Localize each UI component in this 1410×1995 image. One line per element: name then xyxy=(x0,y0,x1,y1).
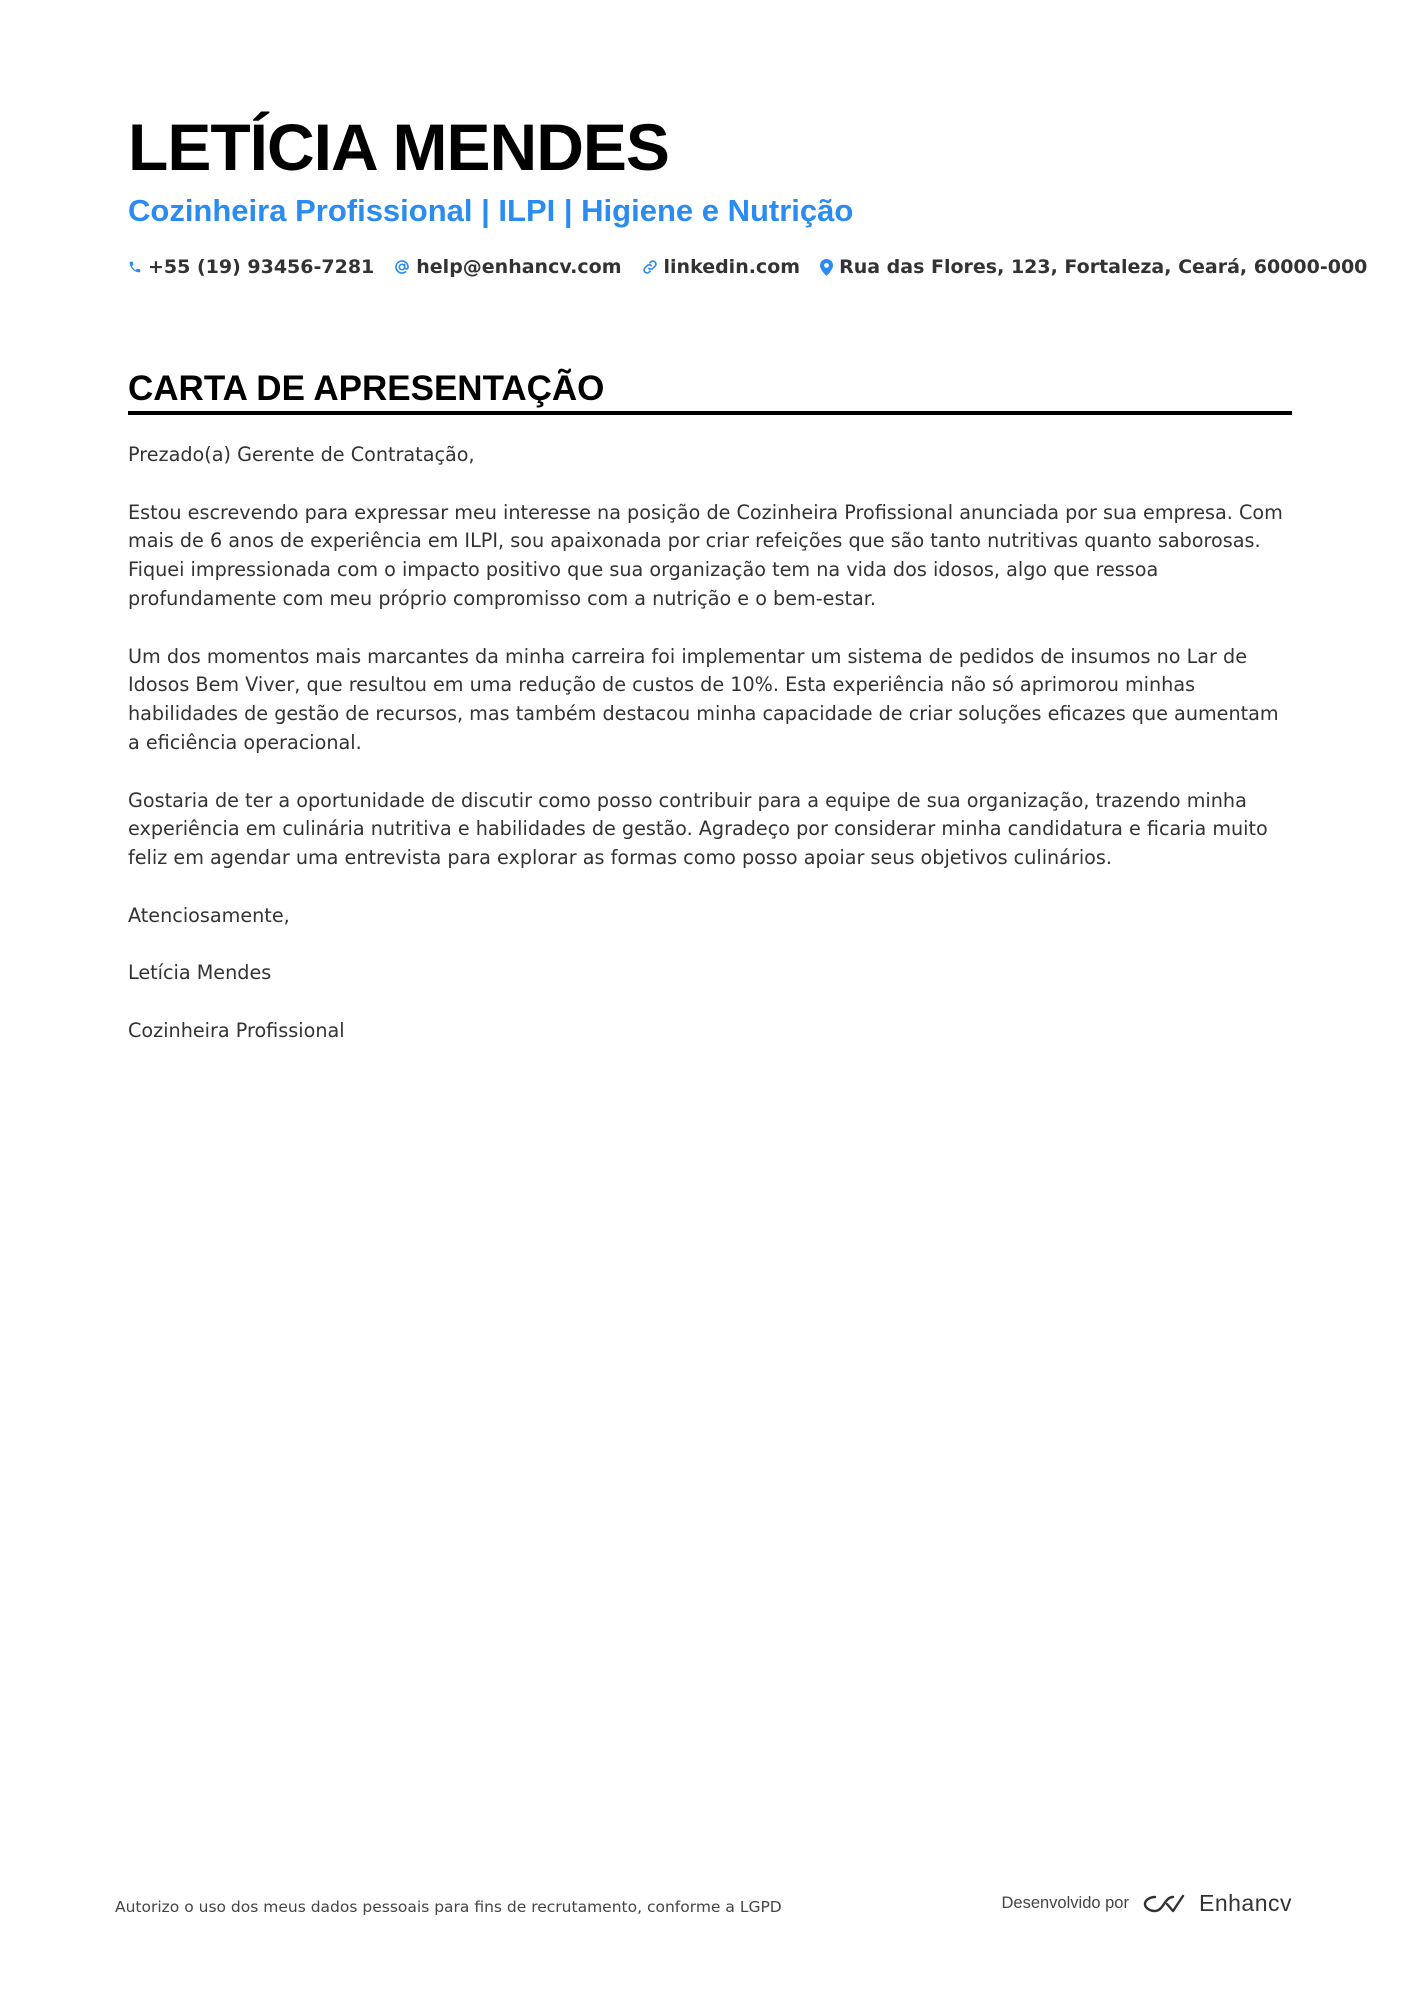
letter-paragraph: Estou escrevendo para expressar meu interesse na posição de Cozinheira Profissional anunciada por sua empresa. Com mais de 6 anos de experiência em ILPI, sou apaixonada por criar refeições que são tanto nutritivas quanto saborosas. Fiquei impressionada com o impacto positivo que sua organização tem na vida dos idosos, algo que ressoa profundamente com meu próprio compromisso com a nutrição e o bem-estar. xyxy=(128,500,1283,610)
signature-name: Letícia Mendes xyxy=(128,961,272,985)
signature-title: Cozinheira Profissional xyxy=(128,1018,345,1042)
powered-by-label: Desenvolvido por xyxy=(1001,1894,1129,1912)
link-icon xyxy=(642,259,658,275)
contact-linkedin[interactable] xyxy=(642,254,801,280)
contact-phone xyxy=(128,254,374,280)
letter-body xyxy=(128,441,1292,1075)
consent-note: Autorizo o uso dos meus dados pessoais para fins de recrutamento, conforme a LGPD xyxy=(115,1898,782,1916)
location-pin-icon xyxy=(820,259,833,276)
letter-paragraph: Um dos momentos mais marcantes da minha carreira foi implementar um sistema de pedidos de insumos no Lar de Idosos Bem Viver, que resultou em uma redução de custos de 10%. Esta experiência não só aprimorou minhas habilidades de gestão de recursos, mas também destacou minha capacidade de criar soluções eficazes que aumentam a eficiência operacional. xyxy=(128,644,1279,754)
contact-address xyxy=(820,254,1367,280)
candidate-headline: Cozinheira Profissional | ILPI | Higiene e Nutrição xyxy=(128,193,854,228)
contact-email[interactable] xyxy=(394,254,621,280)
powered-by[interactable] xyxy=(1001,1890,1292,1917)
letter-closing: Atenciosamente, xyxy=(128,903,290,927)
phone-icon xyxy=(128,260,142,274)
brand-name: Enhancv xyxy=(1198,1890,1292,1916)
contact-phone-text: +55 (19) 93456-7281 xyxy=(148,256,375,278)
section-title: CARTA DE APRESENTAÇÃO xyxy=(128,369,605,408)
at-icon xyxy=(394,259,410,275)
letter-greeting: Prezado(a) Gerente de Contratação, xyxy=(128,443,475,466)
enhancv-logo-icon xyxy=(1141,1892,1187,1916)
contact-linkedin-text: linkedin.com xyxy=(663,256,801,278)
contact-bar xyxy=(128,254,1367,280)
letter-paragraph: Gostaria de ter a oportunidade de discutir como posso contribuir para a equipe de sua organização, trazendo minha experiência em culinária nutritiva e habilidades de gestão. Agradeço por considerar minha candidatura e ficaria muito feliz em agendar uma entrevista para explorar as formas como posso apoiar seus objetivos culinários. xyxy=(128,788,1268,870)
contact-address-text: Rua das Flores, 123, Fortaleza, Ceará, 60000-000 xyxy=(839,256,1368,278)
section-divider xyxy=(128,411,1292,415)
contact-email-text: help@enhancv.com xyxy=(416,256,622,278)
candidate-name: LETÍCIA MENDES xyxy=(128,110,669,184)
